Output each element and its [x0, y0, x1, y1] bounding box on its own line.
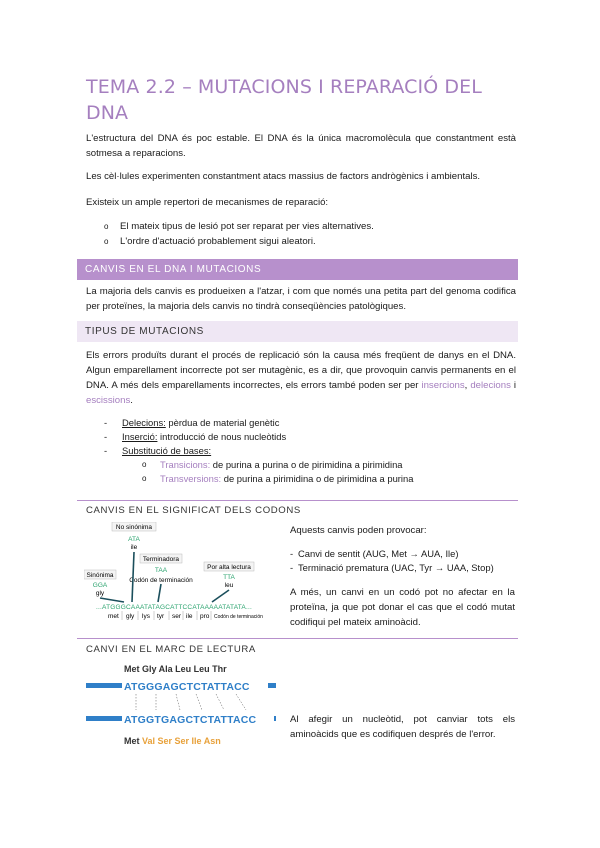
- codon-mutation-figure: [84, 522, 284, 622]
- changed-aas: Val Ser Ser Ile Asn: [142, 736, 221, 746]
- bullet-text: El mateix tipus de lesió pot ser reparat per vies alternatives.: [120, 221, 374, 232]
- aa-ile: ile: [130, 544, 138, 551]
- term: Substitució de bases:: [122, 445, 212, 456]
- aa-label: met: [108, 613, 119, 620]
- codon-gga: GGA: [92, 582, 108, 589]
- section1-paragraph: La majoria dels canvis es produeixen a l'atzar, i com que només una petita part del genoma codifica per proteïnes, la majoria dels canvis no tindrà conseqüències patològiques.: [86, 286, 516, 312]
- codon-connectors: [136, 694, 246, 710]
- term: Transversions:: [160, 473, 222, 484]
- end-period: .: [130, 395, 133, 406]
- original-amino-acids: Met Gly Ala Leu Leu Thr: [124, 664, 227, 674]
- codon-tta: TTA: [223, 574, 235, 581]
- codon-ata: ATA: [128, 536, 140, 543]
- desc: introducció de nous nucleòtids: [157, 431, 287, 442]
- highlight-delecions: delecions: [470, 380, 511, 391]
- label-alta-lectura: Por alta lectura: [207, 564, 251, 571]
- desc: de purina a pirimidina o de pirimidina a purina: [221, 473, 414, 484]
- aa-label: pro: [200, 613, 210, 620]
- item-text: Canvi de sentit (AUG, Met → AUA, Ile): [298, 548, 459, 559]
- desc: pèrdua de material genètic: [165, 417, 280, 428]
- highlight-escissions: escissions: [86, 395, 131, 406]
- intro-paragraph-2: Les cèl·lules experimenten constantment atacs massius de factors andrògènics i ambientals.: [86, 171, 481, 182]
- term: Delecions:: [122, 417, 166, 428]
- dash-marker: -: [104, 431, 108, 442]
- aa-label: ser: [172, 613, 182, 620]
- item-text: Terminació prematura (UAC, Tyr → UAA, Stop): [298, 562, 494, 573]
- label-terminadora: Terminadora: [142, 556, 180, 563]
- aa-gly: gly: [95, 590, 105, 597]
- mutated-sequence: ATGGTGAGCTCTATTACC: [124, 714, 257, 726]
- stop-codon-label: Codón de terminación: [214, 614, 263, 620]
- dash-marker: -: [104, 417, 108, 428]
- label-no-sinonima: No sinónima: [115, 524, 153, 531]
- term: Transicions:: [160, 459, 211, 470]
- desc: de purina a purina o de pirimidina a pirimidina: [210, 459, 403, 470]
- codon-changes-paragraph: A més, un canvi en un codó pot no afectar en la proteïna, ja que pot donar el cas que el codó mutat codifiqui pel mateix aminoàcid.: [290, 587, 515, 628]
- aa-label: tyr: [157, 613, 165, 620]
- term: Inserció:: [122, 431, 158, 442]
- section-heading-codons: CANVIS EN EL SIGNIFICAT DELS CODONS: [86, 505, 301, 516]
- aa-leu: leu: [224, 582, 234, 589]
- aa-separators: [122, 611, 211, 620]
- bullet-marker: o: [104, 222, 109, 231]
- codon-taa: TAA: [154, 567, 168, 574]
- dna-sequence: ...ATGGGCAAATATAGCATTCCATAAAAATATATA...: [96, 604, 252, 611]
- aa-label: ile: [186, 613, 193, 620]
- intro-paragraph-3: Existeix un ample repertori de mecanismes de reparació:: [86, 197, 329, 208]
- divider: [77, 638, 518, 639]
- section-heading-marc-lectura: CANVI EN EL MARC DE LECTURA: [86, 644, 256, 655]
- codon-changes-intro: Aquests canvis poden provocar:: [290, 525, 427, 536]
- highlight-insercions: insercions: [421, 380, 465, 391]
- section-heading-canvis-dna: CANVIS EN EL DNA I MUTACIONS: [77, 259, 518, 280]
- label-sinonima: Sinónima: [86, 572, 114, 579]
- separator: ,: [464, 380, 468, 391]
- dash-marker: -: [290, 548, 294, 559]
- first-aa: Met: [124, 736, 142, 746]
- dash-marker: -: [104, 445, 108, 456]
- amino-acid-row: [108, 613, 263, 620]
- bullet-text: L'ordre d'actuació probablement sigui aleatori.: [120, 236, 316, 247]
- separator: i: [510, 380, 516, 391]
- intro-paragraph-1: L'estructura del DNA és poc estable. El DNA és la única macromolècula que constantment està sotmesa a reparacions.: [86, 133, 516, 159]
- note-codon-terminacio: Codón de terminación: [129, 577, 193, 584]
- section2-paragraph: [86, 348, 516, 408]
- bullet-marker: o: [104, 237, 109, 246]
- bullet-marker: o: [142, 474, 147, 483]
- section2-text: Els errors produïts durant el procés de replicació són la causa més freqüent de danys en el DNA. Algun emparellament incorrecte pot ser mutagènic, es a dir, que provoquin canvis permanents en el DNA. A més dels emparellaments incorrectes, els errors també poden ser per: [86, 350, 516, 391]
- divider: [77, 500, 518, 501]
- frameshift-paragraph: Al afegir un nucleòtid, pot canviar tots els aminoàcids que es codifiquen després de l'error.: [290, 714, 515, 740]
- dash-marker: -: [290, 562, 294, 573]
- page-title: TEMA 2.2 – MUTACIONS I REPARACIÓ DEL DNA: [86, 76, 482, 124]
- frameshift-figure: [84, 660, 280, 770]
- aa-label: gly: [126, 613, 135, 620]
- aa-label: lys: [142, 613, 150, 620]
- bullet-marker: o: [142, 460, 147, 469]
- mutated-amino-acids: [124, 736, 221, 746]
- section-heading-tipus-mutacions: TIPUS DE MUTACIONS: [77, 321, 518, 342]
- original-sequence: ATGGGAGCTCTATTACC: [124, 681, 250, 693]
